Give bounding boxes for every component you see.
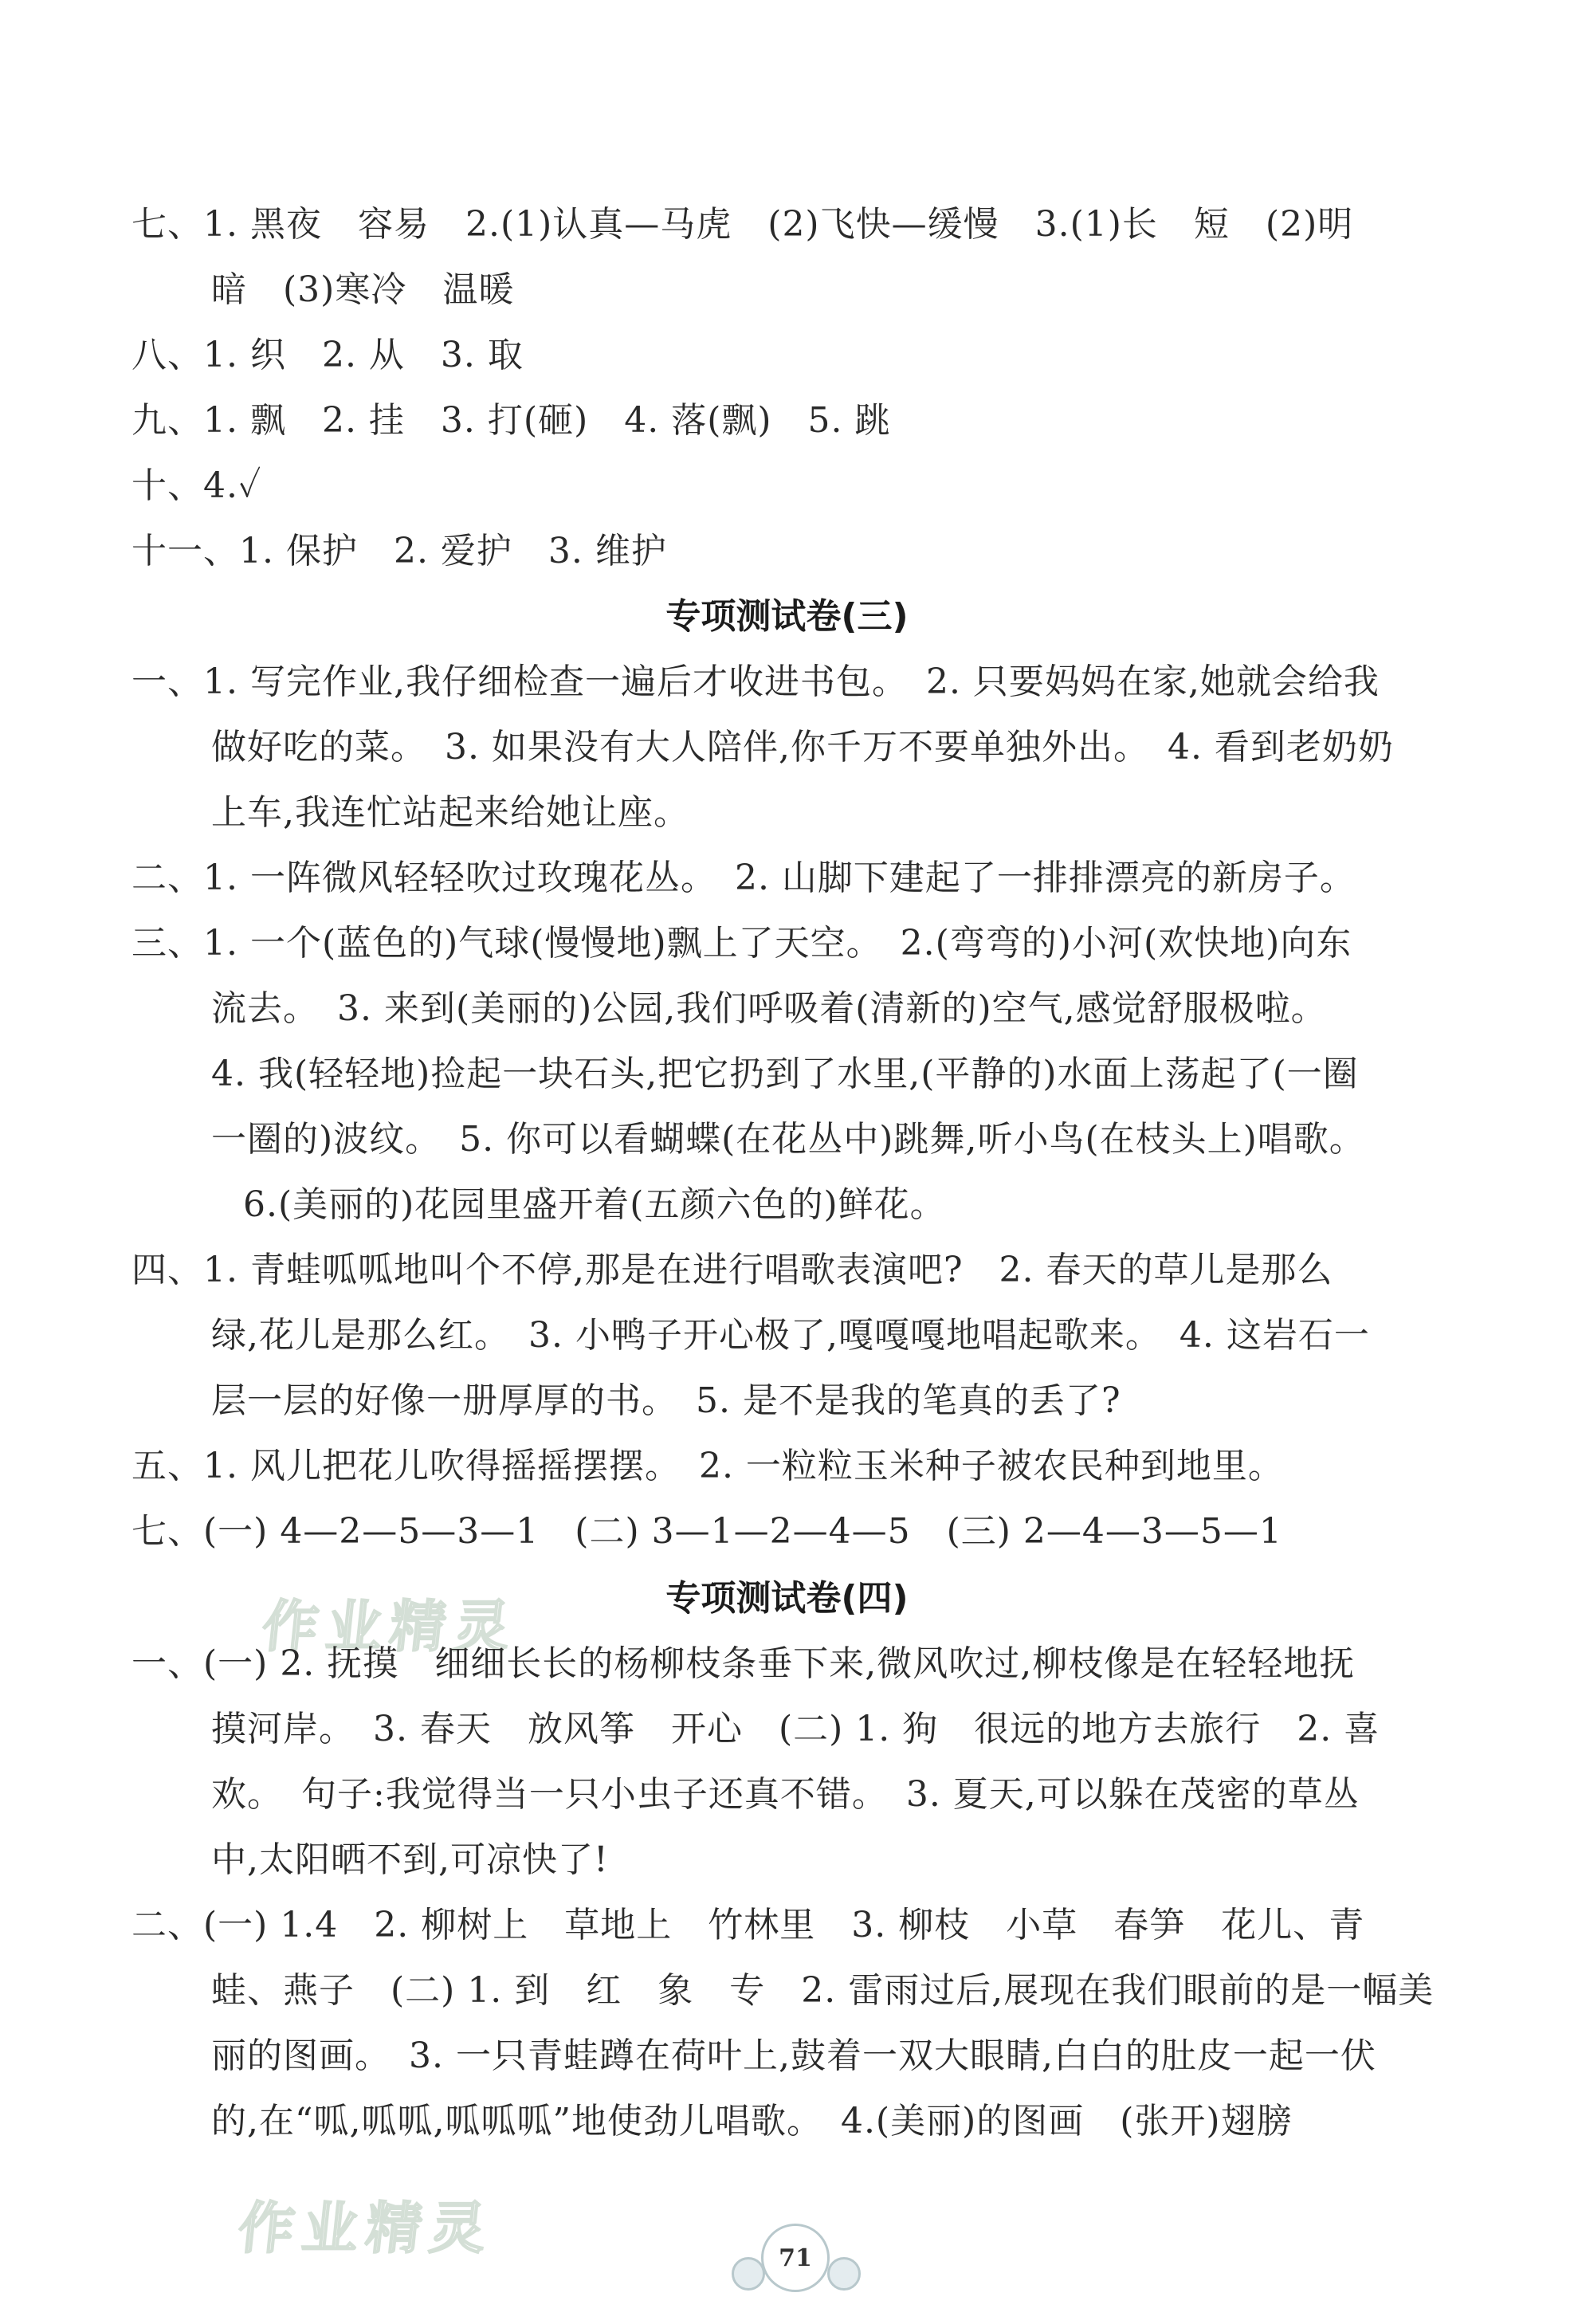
page-number-badge [725, 2216, 861, 2295]
answer-line: 绿,花儿是那么红。 3. 小鸭子开心极了,嘎嘎嘎地唱起歌来。 4. 这岩石一 [211, 1315, 1370, 1356]
answer-line: 丽的图画。 3. 一只青蛙蹲在荷叶上,鼓着一双大眼睛,白白的肚皮一起一伏 [211, 2035, 1376, 2076]
answer-line: 七、1. 黑夜 容易 2.(1)认真—马虎 (2)飞快—缓慢 3.(1)长 短 (2)明 [131, 204, 1354, 245]
answer-line: 十一、1. 保护 2. 爱护 3. 维护 [131, 531, 667, 571]
answer-line: 上车,我连忙站起来给她让座。 [211, 792, 689, 833]
answer-line: 做好吃的菜。 3. 如果没有大人陪伴,你千万不要单独外出。 4. 看到老奶奶 [211, 727, 1394, 767]
decor-dot-icon [732, 2257, 765, 2291]
answer-line: 七、(一) 4—2—5—3—1 (二) 3—1—2—4—5 (三) 2—4—3—5—1 [131, 1511, 1282, 1552]
answer-line: 一、1. 写完作业,我仔细检查一遍后才收进书包。 2. 只要妈妈在家,她就会给我 [131, 661, 1380, 702]
section-title: 专项测试卷(四) [665, 1578, 909, 1619]
answer-line: 二、(一) 1.4 2. 柳树上 草地上 竹林里 3. 柳枝 小草 春笋 花儿、青 [131, 1905, 1365, 1945]
answer-line: 二、1. 一阵微风轻轻吹过玫瑰花丛。 2. 山脚下建起了一排排漂亮的新房子。 [131, 858, 1356, 898]
answer-line: 四、1. 青蛙呱呱地叫个不停,那是在进行唱歌表演吧? 2. 春天的草儿是那么 [131, 1250, 1333, 1290]
watermark: 作业精灵 [235, 2196, 497, 2261]
decor-dot-icon [827, 2257, 861, 2291]
page-number: 71 [761, 2224, 830, 2292]
answer-line: 4. 我(轻轻地)捡起一块石头,把它扔到了水里,(平静的)水面上荡起了(一圈 [211, 1054, 1359, 1094]
answer-line: 欢。 句子:我觉得当一只小虫子还真不错。 3. 夏天,可以躲在茂密的草丛 [211, 1774, 1360, 1815]
answer-line: 的,在“呱,呱呱,呱呱呱”地使劲儿唱歌。 4.(美丽)的图画 (张开)翅膀 [211, 2101, 1293, 2141]
answer-line: 流去。 3. 来到(美丽的)公园,我们呼吸着(清新的)空气,感觉舒服极啦。 [211, 988, 1327, 1029]
answer-line: 十、4.✓ [131, 465, 262, 506]
answer-line: 摸河岸。 3. 春天 放风筝 开心 (二) 1. 狗 很远的地方去旅行 2. 喜 [211, 1709, 1380, 1749]
watermark: 作业精灵 [259, 1594, 521, 1659]
answer-line: 八、1. 织 2. 从 3. 取 [131, 335, 524, 375]
answer-line: 九、1. 飘 2. 挂 3. 打(砸) 4. 落(飘) 5. 跳 [131, 400, 891, 441]
answer-line: 6.(美丽的)花园里盛开着(五颜六色的)鲜花。 [243, 1184, 946, 1225]
answer-line: 一、(一) 2. 抚摸 细细长长的杨柳枝条垂下来,微风吹过,柳枝像是在轻轻地抚 [131, 1643, 1356, 1684]
answer-line: 层一层的好像一册厚厚的书。 5. 是不是我的笔真的丢了? [211, 1380, 1121, 1421]
answer-line: 三、1. 一个(蓝色的)气球(慢慢地)飘上了天空。 2.(弯弯的)小河(欢快地)向东 [131, 923, 1352, 964]
answer-line: 暗 (3)寒冷 温暖 [211, 269, 515, 310]
answer-line: 一圈的)波纹。 5. 你可以看蝴蝶(在花丛中)跳舞,听小鸟(在枝头上)唱歌。 [211, 1119, 1365, 1160]
section-title: 专项测试卷(三) [665, 596, 909, 637]
answer-line: 蛙、燕子 (二) 1. 到 红 象 专 2. 雷雨过后,展现在我们眼前的是一幅美 [211, 1970, 1435, 2011]
answer-line: 中,太阳晒不到,可凉快了! [211, 1839, 609, 1880]
answer-line: 五、1. 风儿把花儿吹得摇摇摆摆。 2. 一粒粒玉米种子被农民种到地里。 [131, 1446, 1284, 1486]
